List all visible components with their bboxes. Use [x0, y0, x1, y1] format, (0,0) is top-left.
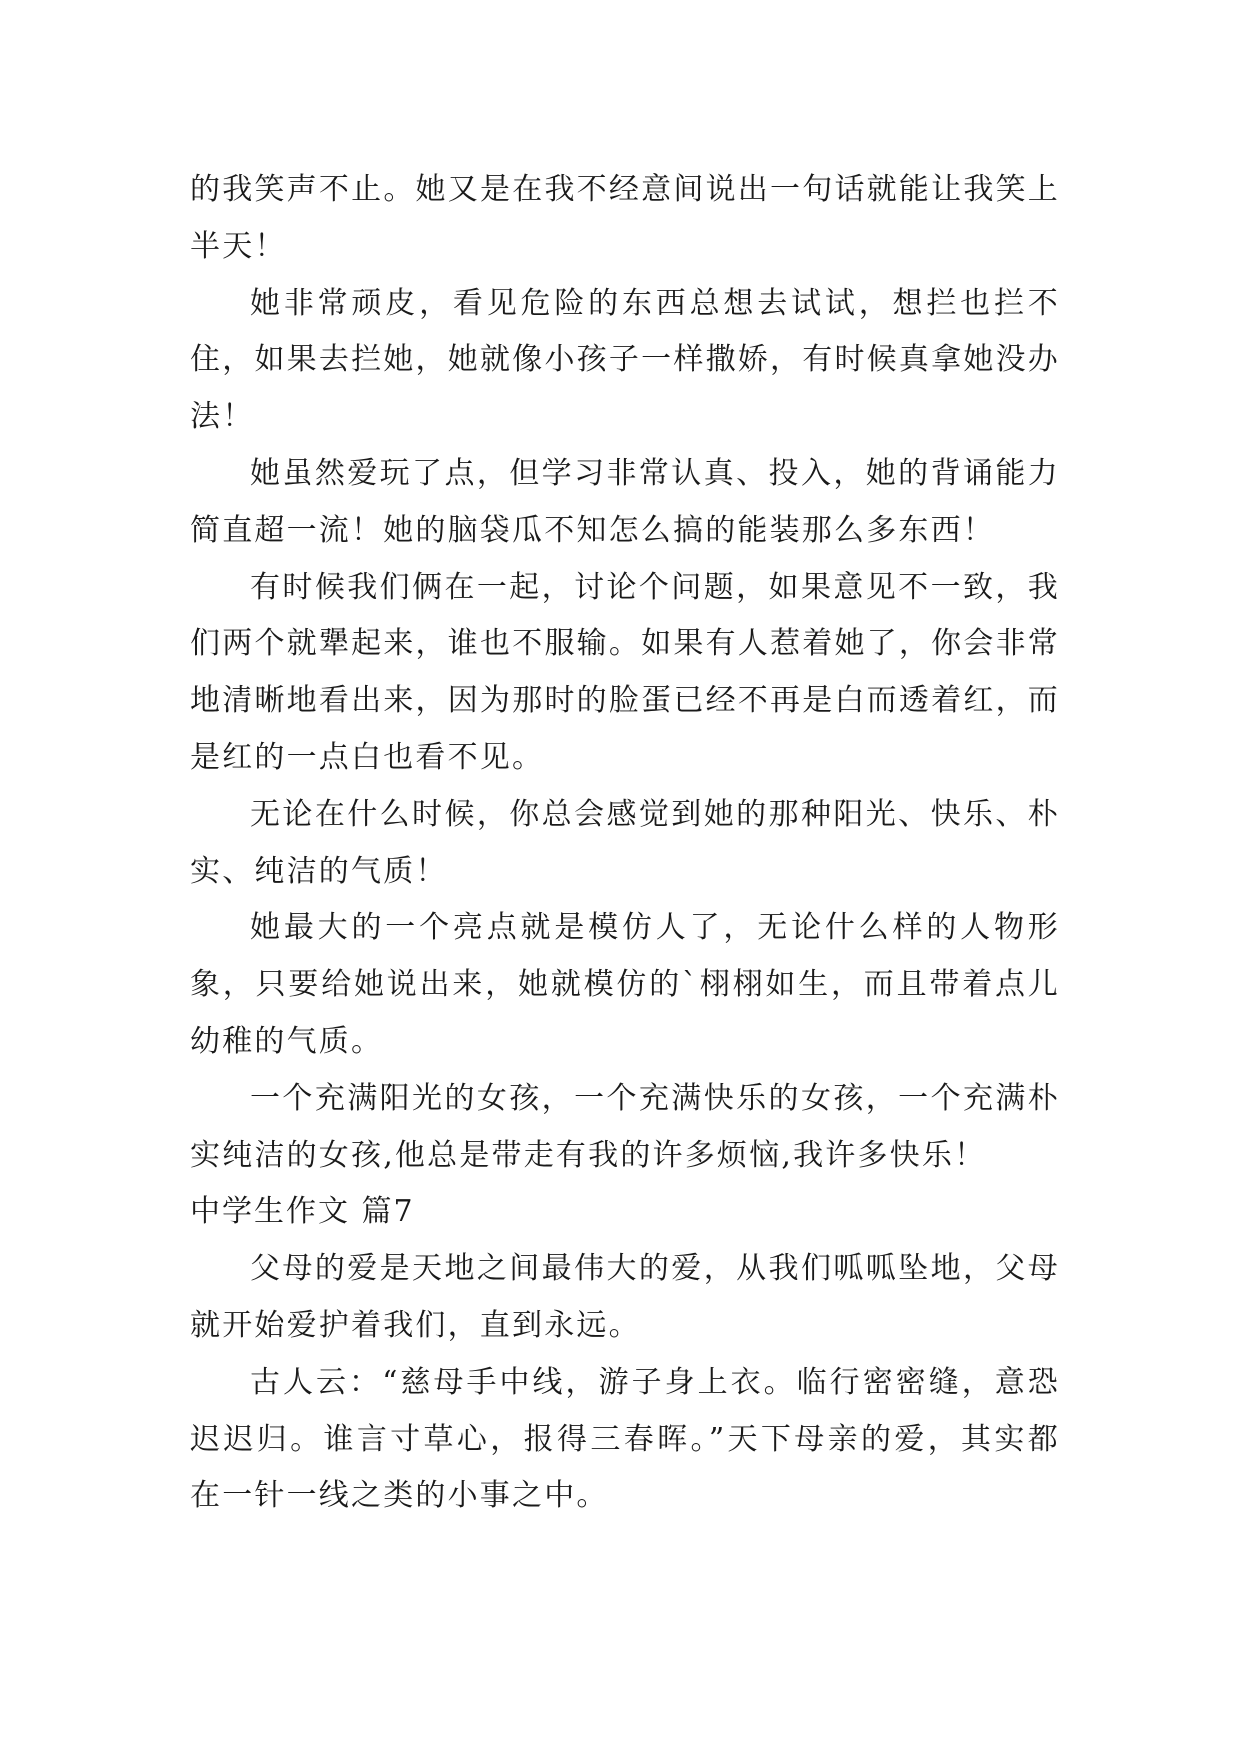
- paragraph: 的我笑声不止。她又是在我不经意间说出一句话就能让我笑上半天！: [190, 172, 1060, 264]
- paragraph: 一个充满阳光的女孩，一个充满快乐的女孩，一个充满朴实纯洁的女孩,他总是带走有我的许多烦恼,我许多快乐！: [190, 1080, 1060, 1173]
- document-body: [190, 162, 1060, 1525]
- paragraph: 有时候我们俩在一起，讨论个问题，如果意见不一致，我们两个就犟起来，谁也不服输。如果有人惹着她了，你会非常地清晰地看出来，因为那时的脸蛋已经不再是白而透着红，而是红的一点白也看不见。: [190, 569, 1060, 775]
- section-heading: 中学生作文 篇7: [190, 1194, 415, 1230]
- paragraph: 无论在什么时候，你总会感觉到她的那种阳光、快乐、朴实、纯洁的气质！: [190, 796, 1060, 889]
- paragraph: 她最大的一个亮点就是模仿人了，无论什么样的人物形象，只要给她说出来，她就模仿的`栩栩如生，而且带着点儿幼稚的气质。: [190, 910, 1060, 1059]
- paragraph: 她虽然爱玩了点，但学习非常认真、投入，她的背诵能力简直超一流！她的脑袋瓜不知怎么搞的能装那么多东西！: [190, 455, 1060, 548]
- paragraph: 她非常顽皮，看见危险的东西总想去试试，想拦也拦不住，如果去拦她，她就像小孩子一样撒娇，有时候真拿她没办法！: [190, 285, 1060, 435]
- paragraph: 古人云：“慈母手中线，游子身上衣。临行密密缝，意恐迟迟归。谁言寸草心，报得三春晖。”天下母亲的爱，其实都在一针一线之类的小事之中。: [190, 1364, 1060, 1514]
- paragraph: 父母的爱是天地之间最伟大的爱，从我们呱呱坠地，父母就开始爱护着我们，直到永远。: [190, 1251, 1060, 1343]
